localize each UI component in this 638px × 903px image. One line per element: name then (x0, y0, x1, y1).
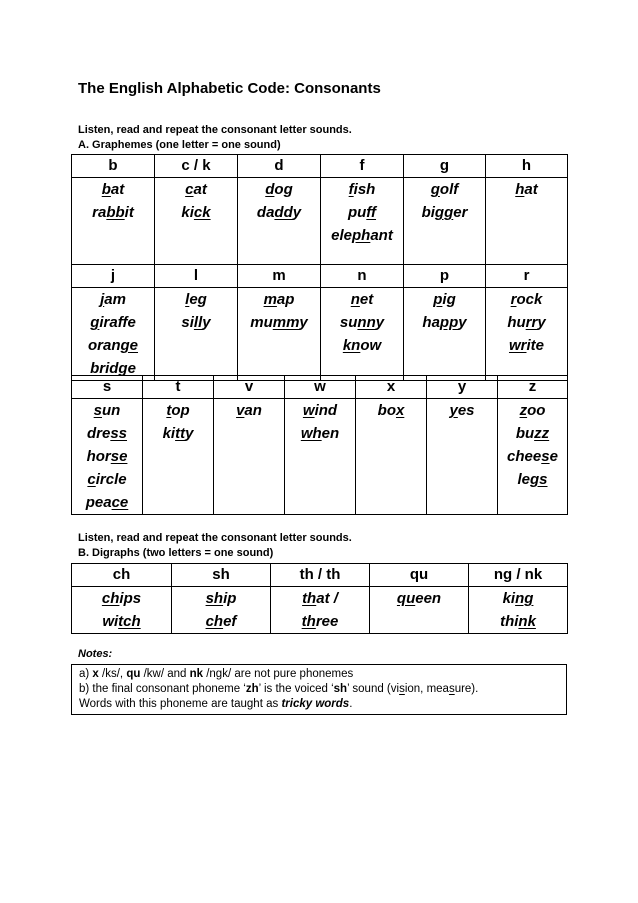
grapheme-underline: ge (120, 337, 139, 354)
grapheme-heading: m (238, 265, 321, 288)
example-words-cell (271, 587, 370, 634)
word-part: y (537, 314, 546, 331)
note-text: qu (126, 668, 141, 680)
note-text: s (448, 683, 455, 695)
grapheme-underline: c (87, 471, 96, 488)
word-part: y (202, 314, 211, 331)
grapheme-underline: g (90, 314, 100, 331)
grapheme-underline: m (263, 291, 277, 308)
example-words-cell (321, 288, 404, 381)
graphemes-table-row-2 (71, 264, 568, 381)
grapheme-underline: s (93, 402, 102, 419)
word-part: pu (347, 204, 367, 221)
word-part: y (292, 204, 302, 221)
grapheme-underline: kn (342, 337, 361, 354)
notes-line-1 (79, 667, 566, 682)
example-word (404, 288, 485, 311)
example-words-cell (238, 288, 321, 381)
example-words-cell (321, 178, 404, 265)
word-part: ki (162, 425, 176, 442)
example-word (498, 399, 567, 422)
example-word (321, 334, 403, 357)
section-a-instruction: Listen, read and repeat the consonant letter sounds. (78, 124, 352, 136)
example-word (72, 468, 142, 491)
grapheme-underline: v (236, 402, 245, 419)
example-word (143, 422, 213, 445)
example-word (271, 610, 369, 633)
word-part: er (453, 204, 468, 221)
word-part: pea (85, 494, 112, 511)
grapheme-heading: j (72, 265, 155, 288)
example-word (155, 311, 237, 334)
grapheme-heading: y (427, 376, 498, 399)
section-b-instruction: Listen, read and repeat the consonant letter sounds. (78, 532, 352, 544)
grapheme-underline: p (433, 291, 443, 308)
example-words-cell (285, 399, 356, 515)
word-part: ig (442, 291, 456, 308)
example-word (404, 311, 485, 334)
example-word (285, 399, 355, 422)
grapheme-underline: f (348, 181, 354, 198)
example-word (72, 445, 142, 468)
grapheme-underline: ff (366, 204, 377, 221)
word-part: ef (223, 613, 237, 630)
example-words-cell (370, 587, 469, 634)
word-part: bri (90, 360, 110, 377)
word-part: ki (181, 204, 194, 221)
example-words-cell (427, 399, 498, 515)
word-part: bo (377, 402, 396, 419)
example-word (143, 399, 213, 422)
grapheme-underline: gs (530, 471, 548, 488)
example-word (321, 311, 403, 334)
word-part: dre (86, 425, 111, 442)
grapheme-heading: v (214, 376, 285, 399)
word-part: ap (276, 291, 295, 308)
example-word (285, 422, 355, 445)
example-word (172, 587, 270, 610)
note-text: /kw/ and (140, 668, 190, 680)
grapheme-heading: d (238, 155, 321, 178)
grapheme-underline: rr (525, 314, 538, 331)
word-part: ant (370, 227, 393, 244)
note-text: sh (333, 683, 348, 695)
example-word (72, 399, 142, 422)
example-word (238, 201, 320, 224)
digraphs-table (71, 563, 568, 634)
note-text: zh (245, 683, 259, 695)
grapheme-underline: z (519, 402, 528, 419)
word-part: mu (250, 314, 273, 331)
word-part: ip (223, 590, 237, 607)
grapheme-heading: x (356, 376, 427, 399)
grapheme-underline: b (101, 181, 111, 198)
example-word (427, 399, 497, 422)
grapheme-underline: ss (110, 425, 128, 442)
example-word (238, 311, 320, 334)
example-word (498, 445, 567, 468)
word-part: an (244, 402, 262, 419)
grapheme-heading: ch (72, 564, 172, 587)
grapheme-heading: h (486, 155, 568, 178)
word-part: ite (526, 337, 545, 354)
grapheme-heading: z (498, 376, 568, 399)
word-part: ra (92, 204, 107, 221)
word-part: ips (119, 590, 142, 607)
note-text: Words with this phoneme are taught as (79, 698, 282, 710)
grapheme-heading: t (143, 376, 214, 399)
example-words-cell (356, 399, 427, 515)
grapheme-underline: mm (272, 314, 300, 331)
grapheme-heading: g (404, 155, 486, 178)
note-text: ure). (454, 683, 479, 695)
word-part: bi (421, 204, 435, 221)
example-word (72, 422, 142, 445)
word-part: y (375, 314, 385, 331)
example-words-cell (72, 178, 155, 265)
note-text: /ks/, (98, 668, 127, 680)
grapheme-underline: ce (111, 494, 129, 511)
grapheme-underline: r (510, 291, 517, 308)
example-word (271, 587, 369, 610)
grapheme-underline: zz (534, 425, 550, 442)
section-a-subtitle: A. Graphemes (one letter = one sound) (78, 139, 281, 151)
word-part: su (339, 314, 358, 331)
word-part: bu (515, 425, 535, 442)
example-words-cell (155, 288, 238, 381)
word-part: am (104, 291, 126, 308)
grapheme-underline: g (430, 181, 440, 198)
word-part: hu (507, 314, 526, 331)
example-word (238, 178, 320, 201)
word-part: y (458, 314, 467, 331)
example-word (404, 178, 485, 201)
example-words-cell (498, 399, 568, 515)
word-part: ish (353, 181, 376, 198)
example-word (469, 587, 567, 610)
word-part: ow (360, 337, 382, 354)
example-word (155, 201, 237, 224)
notes-box (71, 664, 567, 715)
grapheme-underline: s (541, 448, 550, 465)
word-part: at (193, 181, 207, 198)
grapheme-underline: tt (175, 425, 186, 442)
grapheme-heading: f (321, 155, 404, 178)
grapheme-heading: w (285, 376, 356, 399)
grapheme-underline: w (302, 402, 315, 419)
grapheme-heading: sh (172, 564, 271, 587)
example-words-cell (486, 178, 568, 265)
word-part: ircle (95, 471, 127, 488)
grapheme-heading: b (72, 155, 155, 178)
grapheme-heading: th / th (271, 564, 370, 587)
note-text: /ngk/ are not pure phonemes (203, 668, 354, 680)
note-text: b) the final consonant phoneme ‘ (79, 683, 246, 695)
grapheme-underline: c (185, 181, 194, 198)
word-part: olf (439, 181, 459, 198)
grapheme-underline: x (395, 402, 405, 419)
word-part: at (524, 181, 538, 198)
example-word (327, 224, 397, 247)
note-text: x (92, 668, 99, 680)
word-part: si (181, 314, 194, 331)
grapheme-underline: dge (109, 360, 136, 377)
word-part: it (124, 204, 134, 221)
word-part: oo (527, 402, 546, 419)
example-word (214, 399, 284, 422)
note-text: nk (189, 668, 204, 680)
grapheme-heading: qu (370, 564, 469, 587)
example-word (498, 468, 567, 491)
example-word (370, 587, 468, 610)
word-part: ele (331, 227, 353, 244)
example-words-cell (155, 178, 238, 265)
example-word (404, 201, 485, 224)
word-part: y (185, 425, 194, 442)
grapheme-underline: h (515, 181, 525, 198)
example-word (238, 288, 320, 311)
notes-label: Notes: (78, 648, 113, 660)
word-part: een (415, 590, 442, 607)
example-word (321, 288, 403, 311)
grapheme-underline: ll (193, 314, 203, 331)
word-part: ki (502, 590, 516, 607)
grapheme-underline: qu (396, 590, 416, 607)
example-word (72, 334, 154, 357)
notes-line-2 (79, 682, 566, 697)
word-part: ha (422, 314, 440, 331)
note-text: . (349, 698, 353, 710)
note-text: ion, mea (404, 683, 449, 695)
grapheme-underline: ph (352, 227, 371, 244)
example-word (72, 178, 154, 201)
example-words-cell (404, 288, 486, 381)
section-b-subtitle: B. Digraphs (two letters = one sound) (78, 547, 274, 559)
grapheme-underline: nn (357, 314, 376, 331)
word-part: eg (189, 291, 207, 308)
grapheme-underline: n (350, 291, 360, 308)
notes-line-3 (79, 697, 566, 712)
graphemes-table-row-3 (71, 375, 568, 515)
grapheme-underline: bb (106, 204, 125, 221)
grapheme-heading: n (321, 265, 404, 288)
word-part: at (110, 181, 125, 198)
grapheme-underline: ng (515, 590, 534, 607)
example-words-cell (238, 178, 321, 265)
example-words-cell (404, 178, 486, 265)
word-part: es (457, 402, 475, 419)
grapheme-heading: c / k (155, 155, 238, 178)
word-part: at / (316, 590, 338, 607)
example-word (356, 399, 426, 422)
example-words-cell (172, 587, 271, 634)
grapheme-heading: l (155, 265, 238, 288)
word-part: et (359, 291, 374, 308)
word-part: e (549, 448, 558, 465)
graphemes-table-row-1 (71, 154, 568, 265)
word-part: y (299, 314, 308, 331)
grapheme-underline: pp (439, 314, 459, 331)
word-part: ock (516, 291, 543, 308)
example-word (72, 491, 142, 514)
word-part: chee (507, 448, 542, 465)
example-word (155, 288, 237, 311)
example-word (321, 178, 403, 201)
example-word (172, 610, 270, 633)
word-part: iraffe (99, 314, 136, 331)
example-words-cell (72, 399, 143, 515)
example-word (486, 288, 567, 311)
grapheme-underline: wr (508, 337, 527, 354)
grapheme-underline: ch (205, 613, 224, 630)
note-text: tricky words (281, 698, 350, 710)
grapheme-underline: gg (434, 204, 454, 221)
example-words-cell (214, 399, 285, 515)
note-text: s (399, 683, 405, 695)
example-word (72, 288, 154, 311)
example-word (72, 311, 154, 334)
example-words-cell (469, 587, 568, 634)
example-word (155, 178, 237, 201)
word-part: le (517, 471, 530, 488)
grapheme-underline: tch (118, 613, 141, 630)
example-word (469, 610, 567, 633)
example-word (72, 587, 171, 610)
grapheme-underline: d (265, 181, 275, 198)
example-words-cell (72, 587, 172, 634)
word-part: wi (102, 613, 119, 630)
grapheme-underline: th (302, 590, 317, 607)
word-part: og (274, 181, 293, 198)
grapheme-underline: ch (101, 590, 120, 607)
example-word (72, 201, 154, 224)
example-word (72, 610, 171, 633)
example-words-cell (486, 288, 568, 381)
example-word (321, 201, 403, 224)
grapheme-heading: r (486, 265, 568, 288)
note-text: a) (79, 668, 93, 680)
grapheme-underline: dd (274, 204, 293, 221)
grapheme-underline: sh (205, 590, 224, 607)
word-part: oran (87, 337, 121, 354)
example-words-cell (143, 399, 214, 515)
grapheme-underline: l (185, 291, 190, 308)
word-part: da (256, 204, 275, 221)
grapheme-underline: se (110, 448, 128, 465)
example-words-cell (72, 288, 155, 381)
word-part: un (102, 402, 121, 419)
note-text: ’ sound (vi (347, 683, 400, 695)
grapheme-underline: t (166, 402, 172, 419)
word-part: ind (314, 402, 338, 419)
grapheme-underline: wh (300, 425, 322, 442)
word-part: thi (500, 613, 519, 630)
word-part: op (171, 402, 190, 419)
grapheme-underline: th (301, 613, 316, 630)
grapheme-heading: p (404, 265, 486, 288)
word-part: en (321, 425, 340, 442)
grapheme-underline: nk (518, 613, 536, 630)
grapheme-underline: j (100, 291, 105, 308)
note-text: ’ is the voiced ‘ (258, 683, 334, 695)
word-part: ree (315, 613, 339, 630)
word-part: hor (86, 448, 111, 465)
grapheme-heading: s (72, 376, 143, 399)
grapheme-underline: ck (193, 204, 211, 221)
example-word (486, 178, 567, 201)
grapheme-underline: y (449, 402, 458, 419)
example-word (486, 311, 567, 334)
grapheme-heading: ng / nk (469, 564, 568, 587)
example-word (498, 422, 567, 445)
page-title: The English Alphabetic Code: Consonants (78, 80, 381, 97)
example-word (486, 334, 567, 357)
